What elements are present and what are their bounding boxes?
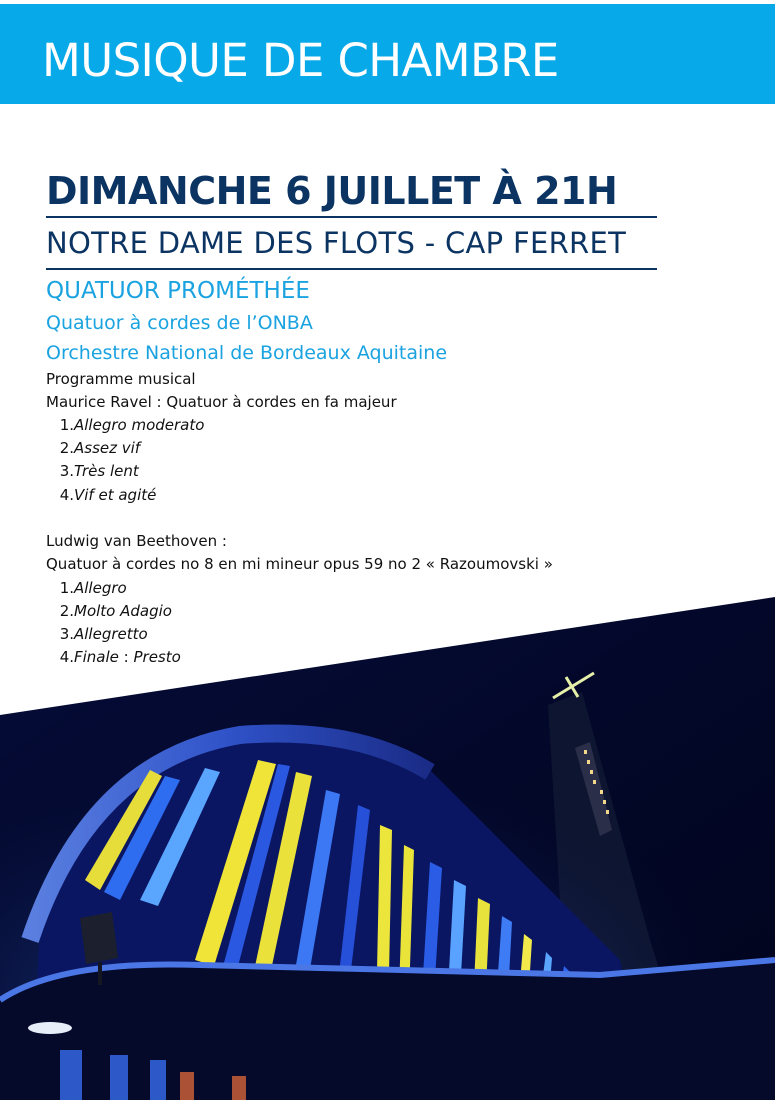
movement-title: Vif et agité [74,486,157,504]
movement-title: Assez vif [74,439,141,457]
program-label: Programme musical [46,370,196,388]
movement-item [46,464,346,479]
ensemble-name: QUATUOR PROMÉTHÉE [46,278,310,304]
work-beethoven: Quatuor à cordes no 8 en mi mineur opus 59 no 2 « Razoumovski » [46,555,553,573]
movement-number: 4. [59,486,74,504]
movement-item [46,581,346,596]
divider [46,216,657,218]
ensemble-subtitle: Quatuor à cordes de l’ONBA [46,312,313,334]
section-title: MUSIQUE DE CHAMBRE [42,34,559,87]
header-banner [0,4,775,104]
movement-number: 4. [59,648,74,666]
ensemble-orchestra: Orchestre National de Bordeaux Aquitaine [46,342,448,364]
movement-title: Molto Adagio [74,602,172,620]
movement-item [46,650,346,665]
movement-title: Très lent [74,462,139,480]
movement-item [46,627,346,642]
movement-number: 3. [59,625,74,643]
movement-title: Finale [74,648,119,666]
composer-beethoven: Ludwig van Beethoven : [46,532,227,550]
divider [46,268,657,270]
movement-tempo: Presto [133,648,181,666]
movement-item [46,418,346,433]
movement-title: Allegro moderato [74,416,205,434]
event-venue: NOTRE DAME DES FLOTS - CAP FERRET [46,226,627,260]
movement-number: 2. [59,439,74,457]
movement-title: Allegretto [74,625,148,643]
movement-item [46,488,346,503]
movement-number: 3. [59,462,74,480]
movement-item [46,441,346,456]
movement-number: 2. [59,602,74,620]
movement-item [46,604,346,619]
movement-number: 1. [59,416,74,434]
movement-title: Allegro [74,579,127,597]
movement-separator: : [118,648,134,666]
movement-number: 1. [59,579,74,597]
work-ravel: Maurice Ravel : Quatuor à cordes en fa majeur [46,393,397,411]
event-date: DIMANCHE 6 JUILLET À 21H [46,169,618,213]
